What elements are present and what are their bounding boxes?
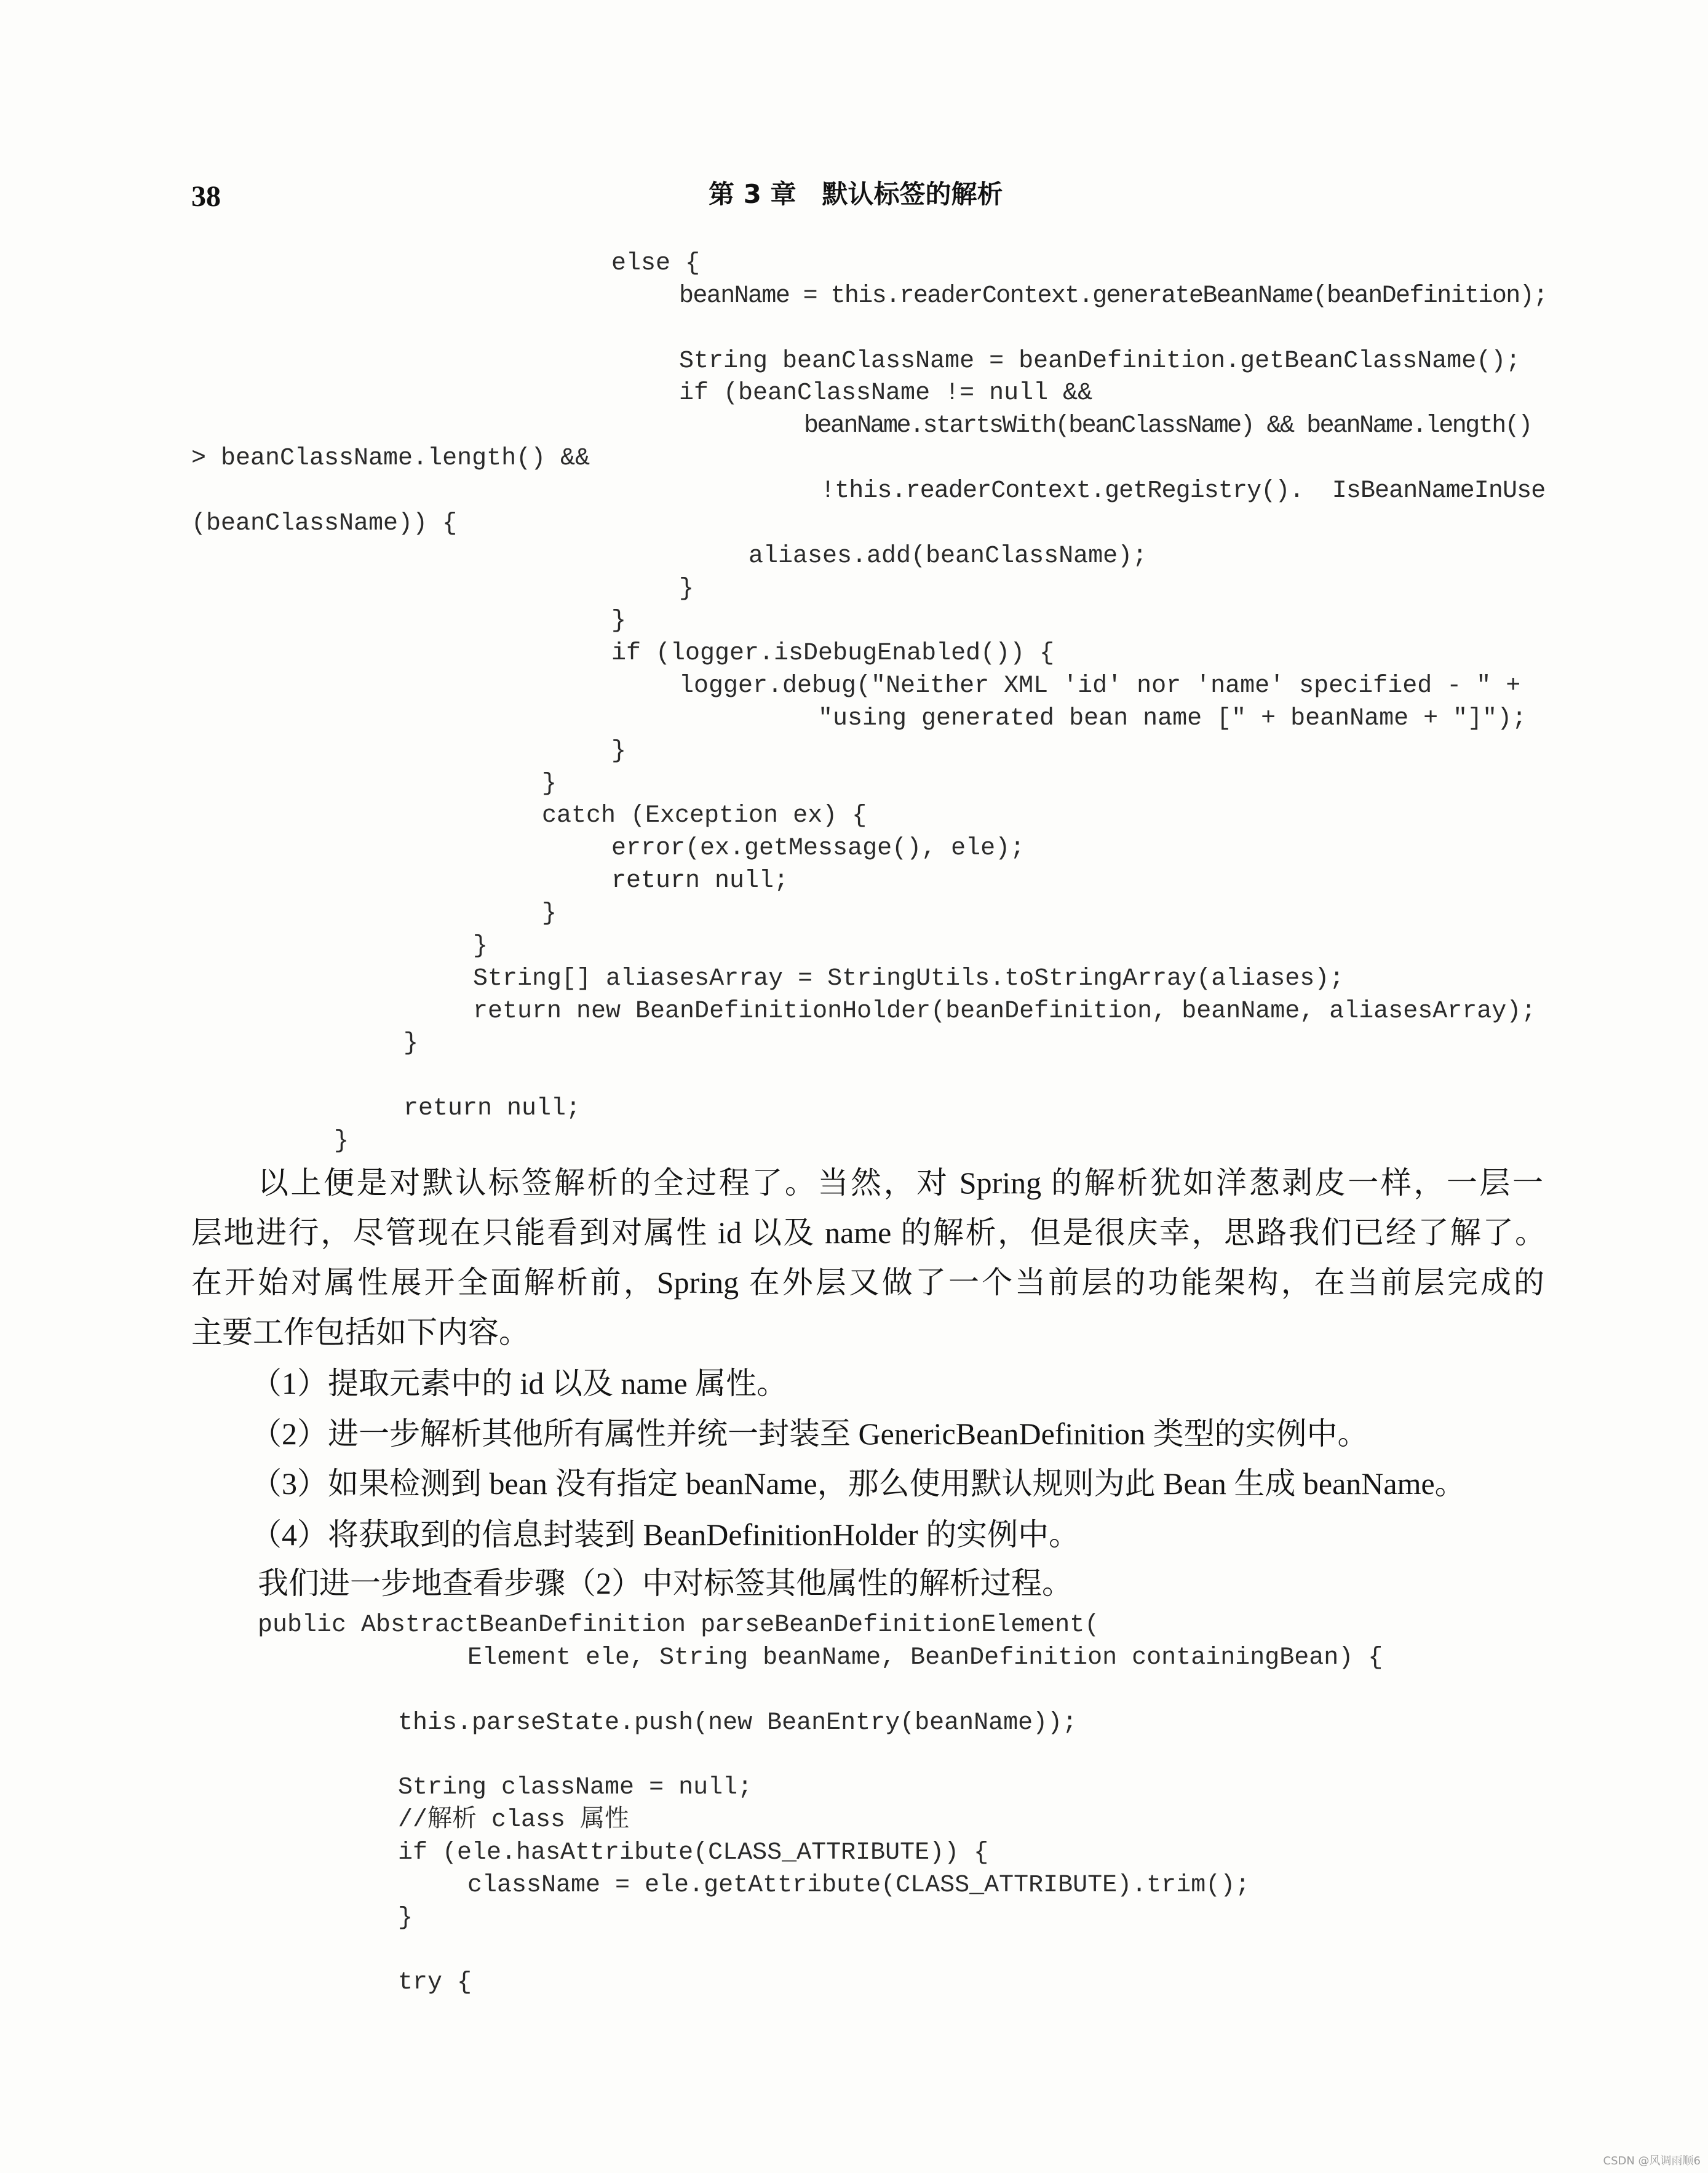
code-line: } <box>403 1030 419 1057</box>
code-line: public AbstractBeanDefinition parseBeanDefinitionElement( <box>258 1611 1100 1639</box>
list-item: （3）如果检测到 bean 没有指定 beanName，那么使用默认规则为此 Bean 生成 beanName。 <box>251 1466 1466 1501</box>
paragraph-line: 我们进一步地查看步骤（2）中对标签其他属性的解析过程。 <box>258 1566 1073 1600</box>
code-line: else { <box>611 250 701 277</box>
code-line: Element ele, String beanName, BeanDefinition containingBean) { <box>467 1644 1383 1672</box>
paragraph-line: 层地进行，尽管现在只能看到对属性 id 以及 name 的解析，但是很庆幸，思路我们已经了解了。 <box>191 1215 1546 1250</box>
code-line: } <box>611 737 627 765</box>
chapter-title: 第 3 章 默认标签的解析 <box>709 179 1003 209</box>
code-line: } <box>334 1127 349 1155</box>
watermark: CSDN @风调雨顺6 <box>1603 2155 1701 2167</box>
code-line: } <box>473 932 488 960</box>
code-line: } <box>611 607 627 635</box>
list-item: （2）进一步解析其他所有属性并统一封装至 GenericBeanDefinition 类型的实例中。 <box>251 1416 1368 1451</box>
code-line: } <box>679 575 694 603</box>
code-line: return null; <box>403 1095 581 1122</box>
code-line: > beanClassName.length() && <box>191 445 590 472</box>
code-comment: //解析 class 属性 <box>398 1806 630 1834</box>
code-line: } <box>542 900 557 928</box>
code-line: className = ele.getAttribute(CLASS_ATTRIBUTE).trim(); <box>467 1872 1250 1899</box>
code-line: try { <box>398 1969 472 1996</box>
code-line: return new BeanDefinitionHolder(beanDefinition, beanName, aliasesArray); <box>473 998 1536 1025</box>
code-line: return null; <box>611 867 789 895</box>
code-line: if (beanClassName != null && <box>679 379 1093 407</box>
paragraph-line: 以上便是对默认标签解析的全过程了。当然，对 Spring 的解析犹如洋葱剥皮一样，一层一 <box>258 1166 1543 1200</box>
code-line: error(ex.getMessage(), ele); <box>611 835 1025 862</box>
code-line: } <box>542 770 557 798</box>
code-line: String[] aliasesArray = StringUtils.toStringArray(aliases); <box>473 965 1345 993</box>
code-line: String className = null; <box>398 1774 753 1802</box>
code-line: (beanClassName)) { <box>191 510 458 538</box>
paragraph-line: 主要工作包括如下内容。 <box>191 1315 530 1349</box>
code-line: catch (Exception ex) { <box>542 802 867 830</box>
paragraph-line: 在开始对属性展开全面解析前，Spring 在外层又做了一个当前层的功能架构，在当前层完成的 <box>191 1265 1544 1300</box>
code-line: this.parseState.push(new BeanEntry(beanName)); <box>398 1709 1078 1737</box>
code-line: if (ele.hasAttribute(CLASS_ATTRIBUTE)) { <box>398 1839 989 1867</box>
code-line: beanName = this.readerContext.generateBeanName(beanDefinition); <box>679 282 1547 310</box>
code-line: beanName.startsWith(beanClassName) && beanName.length() <box>804 412 1531 440</box>
code-line: aliases.add(beanClassName); <box>749 542 1148 570</box>
code-line: !this.readerContext.getRegistry(). IsBeanNameInUse <box>820 477 1546 505</box>
list-item: （1）提取元素中的 id 以及 name 属性。 <box>251 1366 788 1400</box>
code-line: String beanClassName = beanDefinition.getBeanClassName(); <box>679 348 1521 375</box>
code-line: "using generated bean name [" + beanName + "]"); <box>818 705 1527 733</box>
code-line: } <box>398 1904 413 1932</box>
list-item: （4）将获取到的信息封装到 BeanDefinitionHolder 的实例中。 <box>251 1517 1080 1552</box>
page-number: 38 <box>191 180 221 213</box>
code-line: if (logger.isDebugEnabled()) { <box>611 640 1055 667</box>
code-line: logger.debug("Neither XML 'id' nor 'name' specified - " + <box>679 672 1521 700</box>
